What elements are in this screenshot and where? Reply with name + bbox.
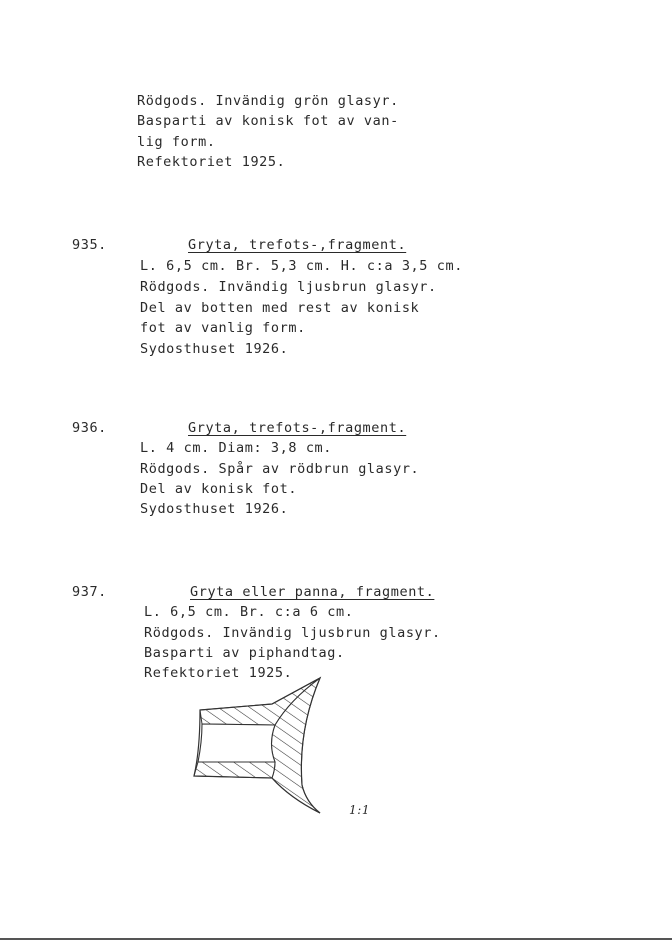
entry-935-number: 935. <box>72 237 107 253</box>
entry-935-title: Gryta, trefots-,fragment. <box>188 237 407 253</box>
entry-936-line-1: L. 4 cm. Diam: 3,8 cm. <box>140 440 333 456</box>
entry-936-number: 936. <box>72 420 107 436</box>
entry-937-line-2: Rödgods. Invändig ljusbrun glasyr. <box>144 625 441 641</box>
entry-937-line-1: L. 6,5 cm. Br. c:a 6 cm. <box>144 604 354 620</box>
entry-937-line-3: Basparti av piphandtag. <box>144 645 345 661</box>
entry-937-number: 937. <box>72 584 107 600</box>
scale-note: 1:1 <box>349 803 371 817</box>
intro-line-3: lig form. <box>137 134 216 150</box>
entry-935-line-4: fot av vanlig form. <box>140 320 306 336</box>
entry-937-line-4: Refektoriet 1925. <box>144 665 293 681</box>
entry-937-title: Gryta eller panna, fragment. <box>190 584 435 600</box>
entry-935-line-1: L. 6,5 cm. Br. 5,3 cm. H. c:a 3,5 cm. <box>140 258 463 274</box>
entry-935-line-2: Rödgods. Invändig ljusbrun glasyr. <box>140 279 437 295</box>
entry-936-line-4: Sydosthuset 1926. <box>140 501 289 517</box>
entry-936-title: Gryta, trefots-,fragment. <box>188 420 407 436</box>
entry-935-line-5: Sydosthuset 1926. <box>140 341 289 357</box>
intro-line-1: Rödgods. Invändig grön glasyr. <box>137 93 399 109</box>
intro-line-4: Refektoriet 1925. <box>137 154 286 170</box>
entry-935-line-3: Del av botten med rest av konisk <box>140 300 420 316</box>
intro-line-2: Basparti av konisk fot av van- <box>137 113 399 129</box>
entry-936-line-2: Rödgods. Spår av rödbrun glasyr. <box>140 461 420 477</box>
fragment-section-drawing <box>180 670 350 820</box>
page-bottom-edge <box>0 938 672 940</box>
entry-936-line-3: Del av konisk fot. <box>140 481 298 497</box>
